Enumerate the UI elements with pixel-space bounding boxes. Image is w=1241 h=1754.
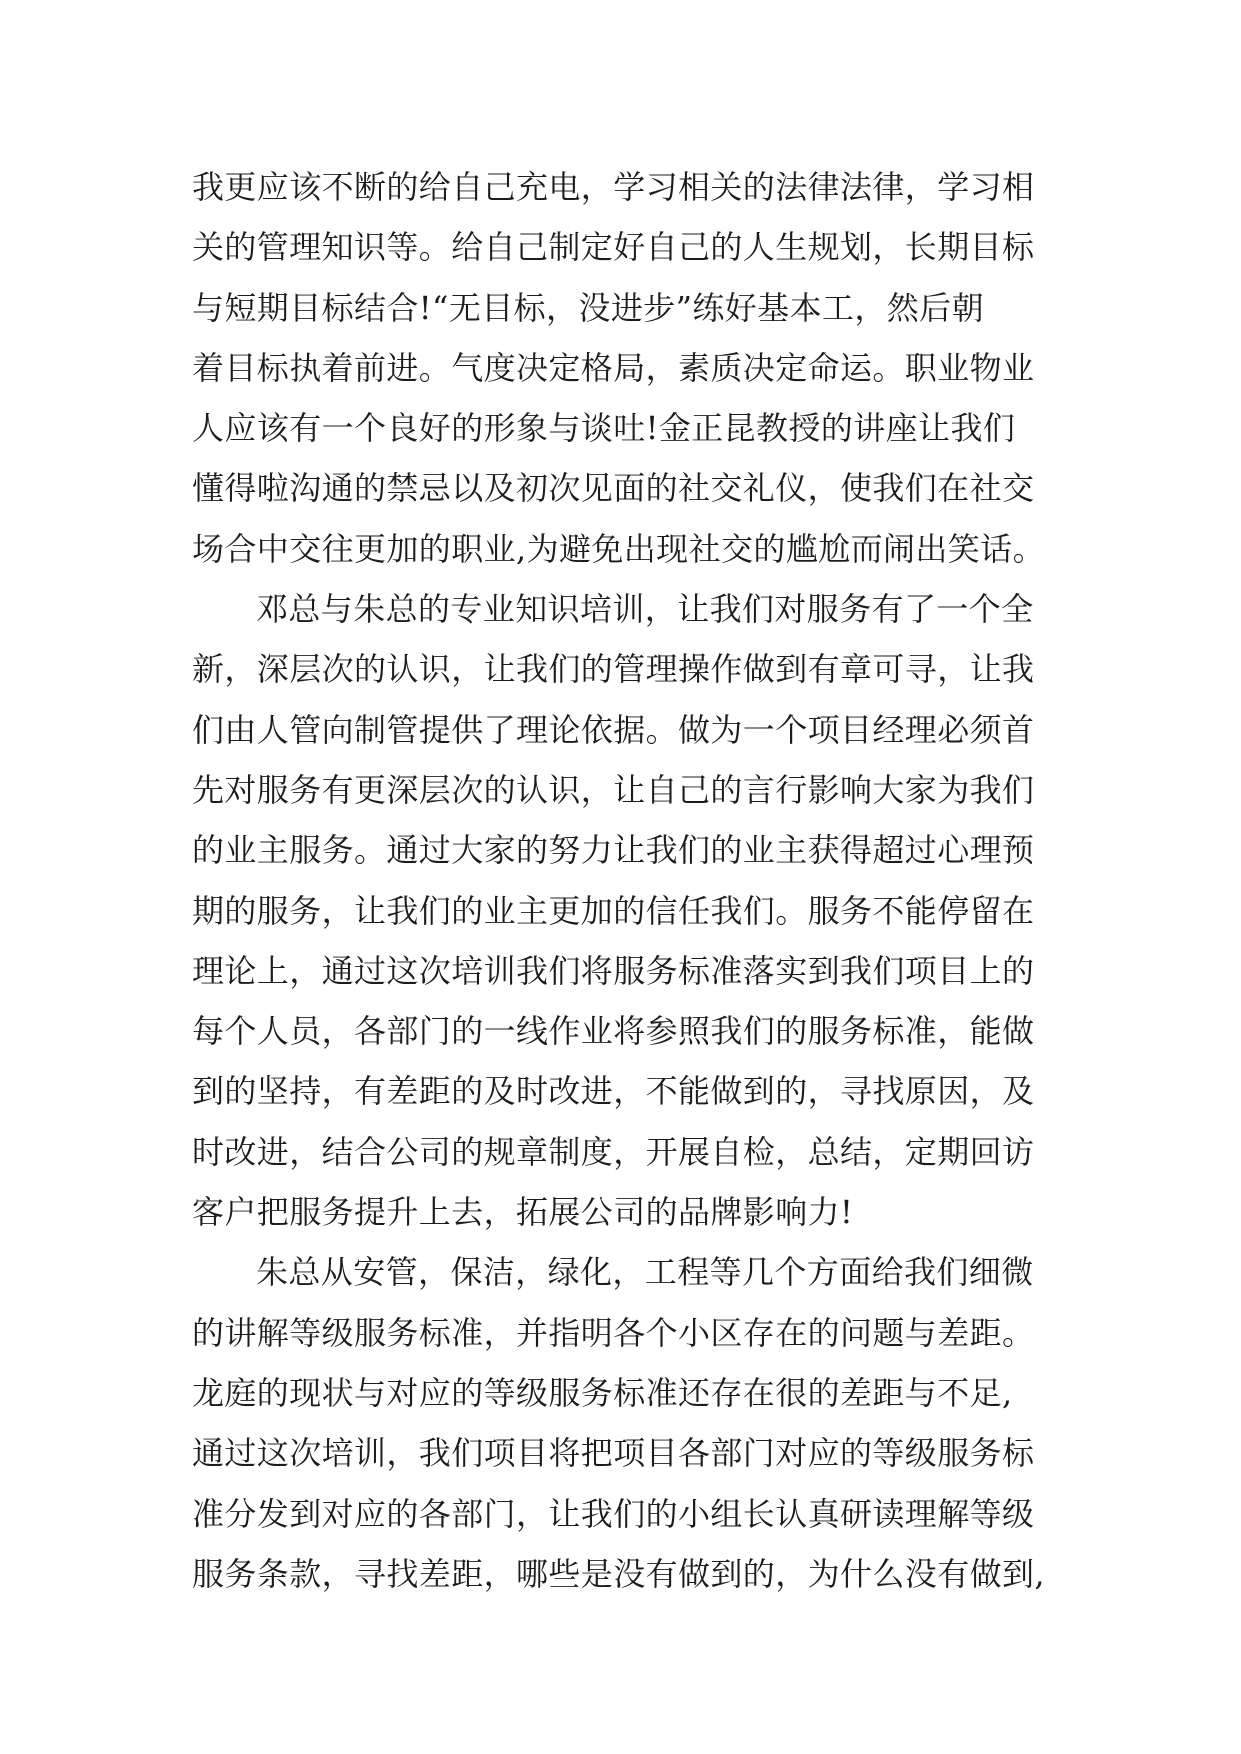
text-line: 客户把服务提升上去，拓展公司的品牌影响力!	[192, 1193, 854, 1232]
body-text	[192, 157, 1062, 1604]
text-line: 理论上，通过这次培训我们将服务标准落实到我们项目上的	[192, 951, 1035, 990]
text-line: 懂得啦沟通的禁忌以及初次见面的社交礼仪，使我们在社交	[192, 469, 1035, 508]
text-line: 的讲解等级服务标准，并指明各个小区存在的问题与差距。	[192, 1313, 1035, 1352]
text-line: 新，深层次的认识，让我们的管理操作做到有章可寻，让我	[192, 650, 1035, 689]
text-line: 先对服务有更深层次的认识，让自己的言行影响大家为我们	[192, 770, 1035, 809]
text-line: 场合中交往更加的职业,为避免出现社交的尴尬而闹出笑话。	[192, 529, 1045, 568]
paragraph-start-line: 朱总从安管，保洁，绿化，工程等几个方面给我们细微	[256, 1253, 1034, 1292]
text-line: 时改进，结合公司的规章制度，开展自检，总结，定期回访	[192, 1132, 1035, 1171]
text-line: 们由人管向制管提供了理论依据。做为一个项目经理必须首	[192, 710, 1035, 749]
text-line: 通过这次培训，我们项目将把项目各部门对应的等级服务标	[192, 1434, 1035, 1473]
text-line: 人应该有一个良好的形象与谈吐!金正昆教授的讲座让我们	[192, 409, 1016, 448]
text-line: 我更应该不断的给自己充电，学习相关的法律法律，学习相	[192, 168, 1035, 206]
text-line: 着目标执着前进。气度决定格局，素质决定命运。职业物业	[192, 348, 1035, 387]
paragraph-start-line: 邓总与朱总的专业知识培训，让我们对服务有了一个全	[256, 590, 1034, 629]
text-line: 与短期目标结合!“无目标，没进步”练好基本工，然后朝	[192, 288, 984, 327]
text-line: 龙庭的现状与对应的等级服务标准还存在很的差距与不足,	[192, 1373, 1013, 1412]
text-line: 关的管理知识等。给自己制定好自己的人生规划，长期目标	[192, 228, 1035, 267]
text-line: 期的服务，让我们的业主更加的信任我们。服务不能停留在	[192, 891, 1035, 930]
text-line: 的业主服务。通过大家的努力让我们的业主获得超过心理预	[192, 831, 1035, 870]
text-line: 到的坚持，有差距的及时改进，不能做到的，寻找原因，及	[192, 1072, 1035, 1111]
text-line: 服务条款，寻找差距，哪些是没有做到的，为什么没有做到,	[192, 1554, 1045, 1593]
text-line: 准分发到对应的各部门，让我们的小组长认真研读理解等级	[192, 1494, 1035, 1533]
text-line: 每个人员，各部门的一线作业将参照我们的服务标准，能做	[192, 1012, 1035, 1051]
